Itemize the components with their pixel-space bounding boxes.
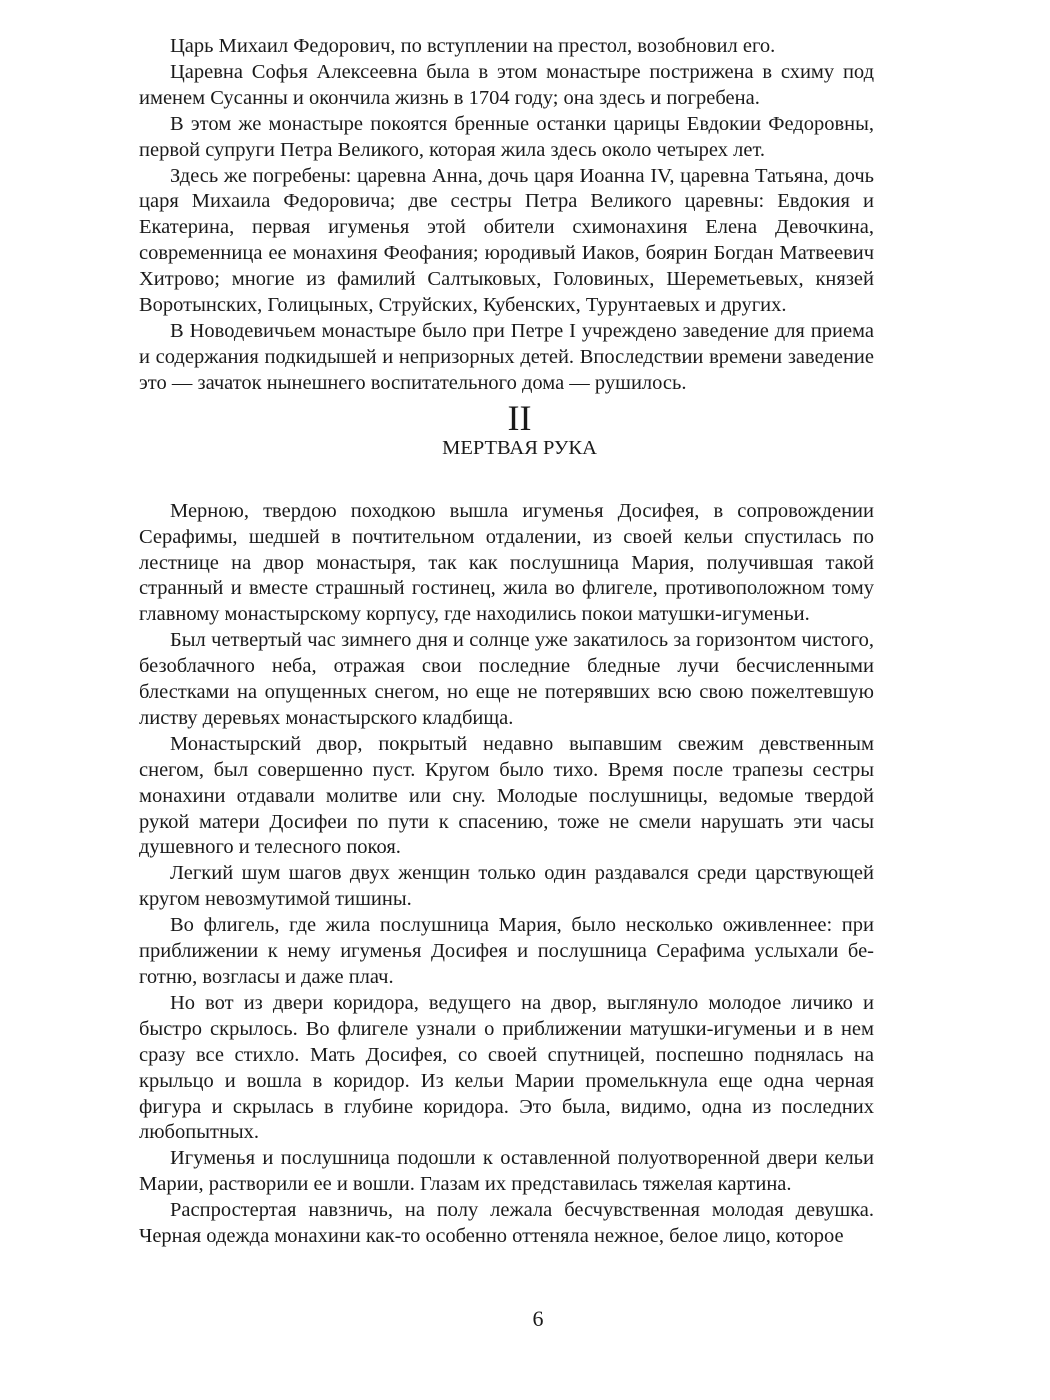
chapter-number: II (507, 397, 532, 438)
paragraph: Во флигель, где жила послушница Мария, было несколько оживленнее: при приближении к нему игуменья Досифея и послушница Серафима услыхали беготню, возгласы и даже плач. (139, 914, 874, 988)
paragraph: Игуменья и послушница подошли к оставленной полуотворенной двери кельи Марии, растворили ее и вошли. Глазам их представилась тяжелая картина. (139, 1147, 874, 1196)
paragraph: Царь Михаил Федорович, по вступлении на престол, возобновил его. (170, 35, 776, 57)
paragraph: Был четвертый час зимнего дня и солнце уже закатилось за горизонтом чистого, безоблачного неба, отражая свои последние бледные лучи бесчисленными блестками на опущенных снегом, но еще не потерявших всю свою пожелтевшую листву деревьях монастырского кладбища. (139, 629, 874, 729)
paragraph: Легкий шум шагов двух женщин только один раздавался среди царствующей кругом невозмутимой тишины. (139, 862, 874, 911)
chapter-title: МЕРТВАЯ РУКА (442, 436, 597, 459)
paragraph: Царевна Софья Алексеевна была в этом монастыре пострижена в схиму под именем Сусанны и окончила жизнь в 1704 году; она здесь и погребена. (139, 60, 874, 109)
paragraph: Здесь же погребены: царевна Анна, дочь царя Иоанна IV, царевна Татьяна, дочь царя Михаила Федоровича; две сестры Петра Великого царевны: Евдокия и Екатерина, первая игуменья этой обители схимонахиня Елена Девочкина, современница ее монахиня Феофания; юродивый Иаков, боярин Богдан Матвеевич Хитрово; многие из фамилий Салтыковых, Головиных, Шереметьевых, князей Воротынских, Голицыных, Струйских, Кубенских, Турунтаевых и других. (139, 164, 874, 317)
page-body (139, 34, 874, 1250)
paragraph: В этом же монастыре покоятся бренные останки царицы Евдокии Федоровны, первой супруги Петра Великого, которая жила здесь около четырех лет. (139, 112, 874, 161)
paragraph: В Новодевичьем монастыре было при Петре I учреждено заведение для приема и содержания подкидышей и непризорных детей. Впоследствии времени заведение это — зачаток нынешнего воспитательного дома — рушилось. (139, 319, 874, 394)
paragraph: Монастырский двор, покрытый недавно выпавшим свежим девственным снегом, был совершенно пуст. Кругом было тихо. Время после трапезы сестры монахини отдавали молитве или сну. Молодые послушницы, ведомые твердой рукой матери Досифеи по пути к спасению, тоже не смели нарушать эти часы душевного и телесного покоя. (139, 732, 874, 859)
paragraph: Мерною, твердою походкою вышла игуменья Досифея, в сопровождении Серафимы, шедшей в почтительном отдалении, из своей кельи спустилась по лестнице на двор монастыря, так как послушница Мария, получившая такой странный и вместе страшный гостинец, жила во флигеле, противоположном тому главному монастырскому корпусу, где находились покои матушки-игуменьи. (139, 499, 874, 626)
paragraph: Но вот из двери коридора, ведущего на двор, выглянуло молодое личико и быстро скрылось. Во флигеле узнали о приближении матушки-игуменьи и в нем сразу все стихло. Мать Досифея, со своей спутницей, поспешно поднялась на крыльцо и вошла в коридор. Из кельи Марии промелькнула еще одна черная фигура и скрылась в глубине коридора. Это была, видимо, одна из последних любопытных. (139, 991, 874, 1144)
page-number: 6 (532, 1306, 544, 1331)
paragraph: Распростертая навзничь, на полу лежала бесчувственная молодая девушка. Черная одежда монахини как-то особенно оттеняла нежное, белое лицо, которое (139, 1199, 874, 1248)
